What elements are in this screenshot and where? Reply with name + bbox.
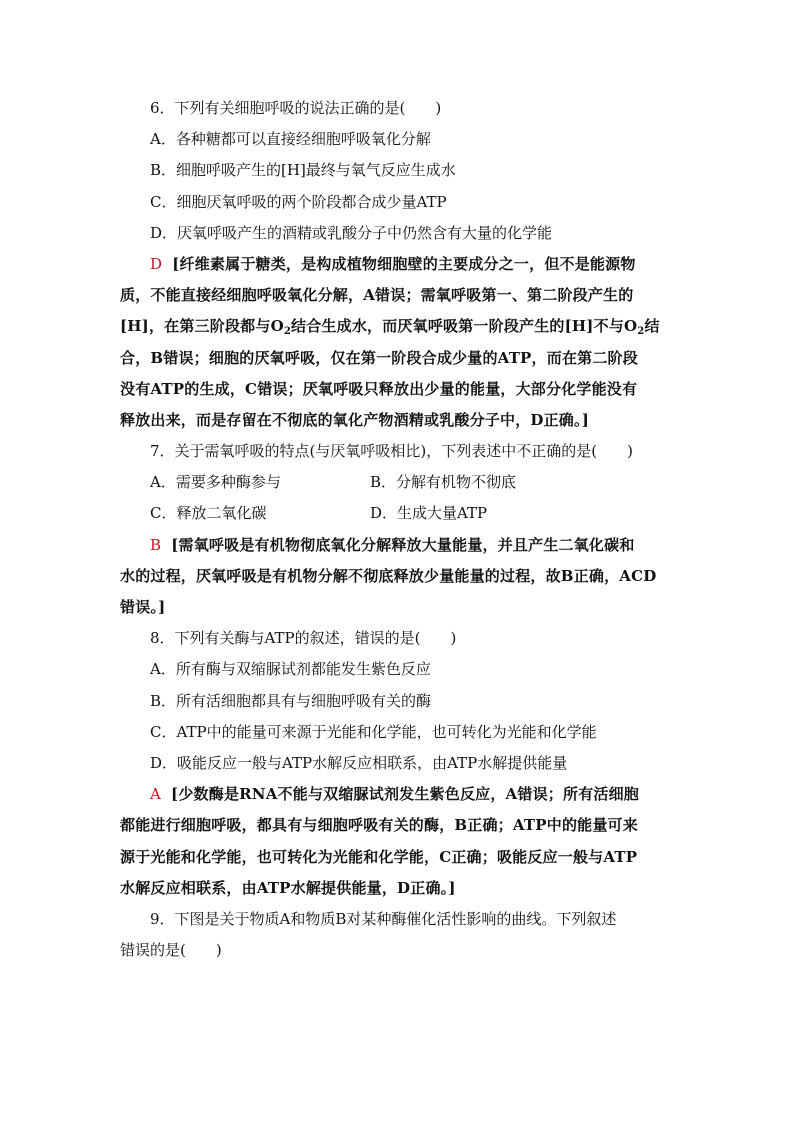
question-9-stem: 9．下图是关于物质A和物质B对某种酶催化活性影响的曲线。下列叙述	[150, 909, 617, 928]
answer-key: A	[150, 785, 162, 804]
explanation-line: 源于光能和化学能，也可转化为光能和化学能，C正确；吸能反应一般与ATP	[120, 847, 638, 866]
question-7-option-a: A．需要多种酶参与	[150, 473, 281, 492]
question-7-stem: 7．关于需氧呼吸的特点(与厌氧呼吸相比)，下列表述中不正确的是( )	[150, 442, 633, 461]
explanation-text: [纤维素属于糖类，是构成植物细胞壁的主要成分之一，但不是能源物	[172, 254, 636, 273]
subscript: 2	[637, 326, 645, 338]
question-8-stem: 8．下列有关酶与ATP的叙述，错误的是( )	[150, 629, 457, 648]
question-6-option-d: D．厌氧呼吸产生的酒精或乳酸分子中仍然含有大量的化学能	[150, 223, 553, 242]
question-7-option-d: D．生成大量ATP	[370, 504, 488, 523]
question-7-options-row-1	[120, 467, 680, 498]
question-6-option-b: B．细胞呼吸产生的[H]最终与氧气反应生成水	[150, 161, 456, 180]
question-6-answer	[120, 249, 680, 280]
explanation-line: 错误。]	[120, 598, 166, 616]
explanation-text: [需氧呼吸是有机物彻底氧化分解释放大量能量，并且产生二氧化碳和	[171, 535, 635, 554]
explanation-text: 结	[644, 317, 660, 336]
question-7-option-c: C．释放二氧化碳	[150, 504, 267, 523]
question-7-option-b: B．分解有机物不彻底	[370, 473, 517, 492]
question-8-answer	[120, 779, 680, 810]
explanation-text: [H]，在第三阶段都与O	[120, 317, 284, 336]
answer-key: B	[150, 535, 162, 554]
explanation-text: 结合生成水，而厌氧呼吸第一阶段产生的[H]不与O	[291, 317, 638, 336]
explanation-line: 水解反应相联系，由ATP水解提供能量，D正确。]	[120, 878, 456, 897]
question-7-options-row-2	[120, 498, 680, 529]
question-7-answer	[120, 530, 680, 561]
question-6-option-c: C．细胞厌氧呼吸的两个阶段都合成少量ATP	[150, 192, 447, 211]
explanation-text: [少数酶是RNA不能与双缩脲试剂发生紫色反应，A错误；所有活细胞	[171, 785, 639, 804]
explanation-line: 释放出来，而是存留在不彻底的氧化产物酒精或乳酸分子中，D正确。]	[120, 410, 590, 429]
explanation-line: 质，不能直接经细胞呼吸氧化分解，A错误；需氧呼吸第一、第二阶段产生的	[120, 286, 634, 305]
question-content	[120, 93, 680, 966]
subscript: 2	[283, 326, 292, 338]
answer-key: D	[150, 254, 163, 273]
explanation-line	[120, 311, 680, 342]
question-8-option-b: B．所有活细胞都具有与细胞呼吸有关的酶	[150, 691, 432, 710]
question-8-option-a: A．所有酶与双缩脲试剂都能发生紫色反应	[150, 660, 431, 679]
question-6-option-a: A．各种糖都可以直接经细胞呼吸氧化分解	[150, 130, 431, 149]
explanation-line: 合，B错误；细胞的厌氧呼吸，仅在第一阶段合成少量的ATP，而在第二阶段	[120, 348, 638, 367]
question-8-option-d: D．吸能反应一般与ATP水解反应相联系，由ATP水解提供能量	[150, 753, 568, 772]
question-6-stem: 6．下列有关细胞呼吸的说法正确的是( )	[150, 99, 442, 117]
explanation-line: 没有ATP的生成，C错误；厌氧呼吸只释放出少量的能量，大部分化学能没有	[120, 379, 638, 398]
question-8-option-c: C．ATP中的能量可来源于光能和化学能，也可转化为光能和化学能	[150, 722, 597, 741]
explanation-line: 水的过程，厌氧呼吸是有机物分解不彻底释放少量能量的过程，故B正确，ACD	[120, 566, 657, 585]
question-9-stem-continued: 错误的是( )	[120, 941, 222, 960]
explanation-line: 都能进行细胞呼吸，都具有与细胞呼吸有关的酶，B正确；ATP中的能量可来	[120, 816, 638, 835]
